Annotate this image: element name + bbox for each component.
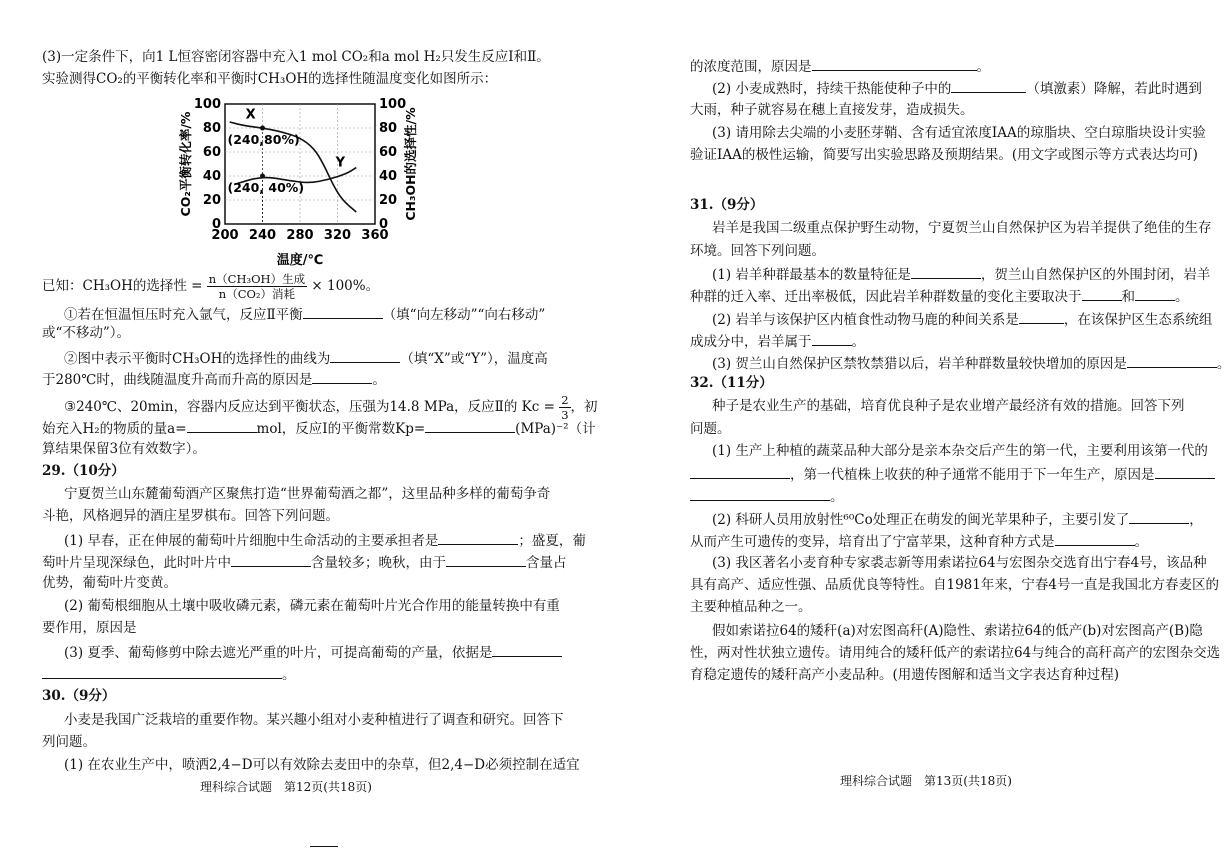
right-page (600, 0, 1230, 849)
sub-q1-line1 (64, 304, 545, 324)
y-tick-label-left: 100 (193, 97, 221, 112)
answer-blank[interactable] (330, 348, 400, 363)
text: 始充入H₂的物质的量a= (42, 421, 187, 437)
q32-sub1-line1: (1) 生产上种植的蔬菜品种大部分是亲本杂交后产生的第一代，主要利用该第一代的 (712, 443, 1208, 459)
formula-line (42, 272, 379, 301)
answer-blank[interactable] (911, 264, 981, 279)
text: mol，反应Ⅰ的平衡常数Kp= (256, 421, 426, 437)
text: 种群的迁入率、迁出率极低，因此岩羊种群数量的变化主要取决于 (690, 289, 1082, 305)
q30-cont-line (690, 56, 990, 76)
formula-prefix: 已知：CH₃OH的选择性 = (42, 278, 203, 294)
text: 。 (372, 372, 386, 388)
sub-q3-line3: 算结果保留3位有效数字）。 (42, 441, 206, 457)
y-tick-label-left: 40 (202, 169, 221, 184)
text: ③240℃、20min，容器内反应达到平衡状态，压强为14.8 MPa，反应Ⅱ的 (64, 399, 518, 415)
q30-sub3-line2: 验证IAA的极性运输，简要写出实验思路及预期结果。(用文字或图示等方式表达均可) (690, 147, 1198, 163)
y-tick-label-left: 0 (211, 217, 221, 232)
point-annotation: (240,80%) (227, 132, 300, 147)
q29-text1: 宁夏贺兰山东麓葡萄酒产区聚焦打造“世界葡萄酒之都”，这里品种多样的葡萄争奇 (64, 486, 551, 502)
q32-sub2-line1 (712, 509, 1203, 529)
q30-sub3-line1: (3) 请用除去尖端的小麦胚芽鞘、含有适宜浓度IAA的琼脂块、空白琼脂块设计实验 (712, 125, 1206, 141)
text: (3) 夏季、葡萄修剪中除去遮光严重的叶片，可提高葡萄的产量，依据是 (64, 645, 493, 661)
q29-sub1-line2 (42, 552, 567, 572)
text: 萄叶片呈现深绿色，此时叶片中 (42, 555, 231, 571)
y-tick-label-right: 20 (379, 193, 398, 208)
text: ，贺兰山自然保护区的外围封闭，岩羊 (980, 267, 1211, 283)
text: 。 (1134, 534, 1148, 550)
q32-sub3-line2: 具有高产、适应性强、品质优良等特性。自1981年来，宁春4号一直是我国北方春麦区的 (690, 577, 1219, 593)
y-axis-left-label: CO₂平衡转化率/% (178, 111, 193, 217)
answer-blank[interactable] (312, 369, 372, 384)
y-tick-label-right: 0 (379, 217, 389, 232)
x-tick-label: 280 (286, 228, 314, 243)
q32-sub2-line2 (690, 531, 1148, 551)
y-tick-label-right: 80 (379, 121, 398, 136)
answer-blank[interactable] (1082, 286, 1122, 301)
answer-blank[interactable] (492, 642, 562, 657)
point-annotation: (240, 40%) (227, 180, 305, 195)
q29-sub1-line3: 优势，葡萄叶片变黄。 (42, 575, 177, 591)
page-footer-left: 理科综合试题 第12页(共18页) (200, 780, 372, 794)
text: （填激素）降解，若此时遇到 (1026, 81, 1202, 97)
x-tick-label: 240 (248, 228, 277, 243)
q30-sub2-line2: 大雨，种子就容易在穗上直接发芽，造成损失。 (690, 102, 974, 118)
answer-blank[interactable] (1129, 509, 1189, 524)
fraction-denominator: n（CO₂）消耗 (218, 287, 296, 301)
q31-sub2-line1 (712, 309, 1212, 329)
q3-intro-line1: (3)一定条件下，向1 L恒容密闭容器中充入1 mol CO₂和a mol H₂只发生反应Ⅰ和Ⅱ。 (42, 49, 550, 65)
fraction-numerator: n（CH₃OH）生成 (208, 272, 306, 286)
answer-blank[interactable] (951, 78, 1026, 93)
q32-sub4-line1: 假如索诺拉64的矮秆(a)对宏图高秆(A)隐性、索诺拉64的低产(b)对宏图高产(B)隐 (712, 623, 1203, 639)
kc-numerator: 2 (561, 393, 569, 407)
text: 。 (1175, 289, 1189, 305)
q31-sub1-line2 (690, 286, 1189, 306)
q29-sub1-line1 (64, 530, 586, 550)
q30-text1: 小麦是我国广泛栽培的重要作物。某兴趣小组对小麦种植进行了调查和研究。回答下 (64, 712, 564, 728)
left-page (0, 0, 600, 849)
text: ， (1189, 512, 1203, 528)
answer-blank[interactable] (812, 56, 977, 71)
answer-blank[interactable] (446, 552, 526, 567)
q32-sub4-line3: 育稳定遗传的矮秆高产小麦品种。(用遗传图解和适当文字表达育种过程) (690, 667, 1120, 683)
text: ①若在恒温恒压时充入氩气，反应Ⅱ平衡 (64, 307, 303, 323)
q30-text2: 列问题。 (42, 734, 96, 750)
q32-sub3-line1: (3) 我区著名小麦育种专家裘志新等用索诺拉64与宏图杂交选育出宁春4号，该品种 (712, 555, 1207, 571)
answer-blank[interactable] (231, 552, 311, 567)
text: 含量较多；晚秋，由于 (311, 555, 446, 571)
sub-q3-line2 (42, 418, 596, 438)
text: ，在该保护区生态系统组 (1063, 312, 1213, 328)
x-tick-label: 200 (211, 228, 239, 243)
q31-text2: 环境。回答下列问题。 (690, 243, 825, 259)
q32-sub1-line2 (690, 464, 1215, 484)
text: (1) 早春，正在伸展的葡萄叶片细胞中生命活动的主要承担者是 (64, 533, 439, 549)
answer-blank[interactable] (425, 418, 515, 433)
page-footer-right: 理科综合试题 第13页(共18页) (840, 774, 1012, 788)
q29-sub3-line2 (42, 664, 296, 684)
q32-sub3-line3: 主要种植品种之一。 (690, 599, 812, 615)
text: 。 (1216, 356, 1230, 372)
curve-label-x: X (245, 107, 256, 123)
q29-text2: 斗艳，风格迥异的酒庄星罗棋布。回答下列问题。 (42, 508, 339, 524)
text: (MPa)⁻²（计 (515, 421, 596, 437)
text: 从而产生可遗传的变异，培育出了宁富苹果，这种育种方式是 (690, 534, 1055, 550)
x-axis-label: 温度/℃ (276, 253, 324, 268)
text: 。 (851, 334, 865, 350)
y-tick-label-left: 20 (202, 193, 221, 208)
q29-sub2-line1: (2) 葡萄根细胞从土壤中吸收磷元素，磷元素在葡萄叶片光合作用的能量转换中有重 (64, 598, 560, 614)
answer-blank[interactable] (1019, 309, 1064, 324)
answer-blank[interactable] (187, 418, 257, 433)
q30-heading: 30.（9分） (42, 688, 116, 704)
answer-blank[interactable] (812, 331, 852, 346)
answer-blank[interactable] (1155, 464, 1215, 479)
kc-symbol: Kc = (521, 399, 555, 415)
sub-q2-line1 (64, 348, 548, 368)
answer-blank[interactable] (1055, 531, 1135, 546)
answer-blank[interactable] (1127, 353, 1217, 368)
q31-sub3 (712, 353, 1230, 373)
x-tick-label: 320 (323, 228, 352, 243)
text: (1) 岩羊种群最基本的数量特征是 (712, 267, 911, 283)
y-tick-label-right: 100 (379, 97, 407, 112)
y-tick-label-left: 80 (202, 121, 221, 136)
x-tick-label: 360 (361, 228, 389, 243)
y-tick-label-right: 60 (379, 145, 398, 160)
q32-text1: 种子是农业生产的基础，培育优良种子是农业增产最经济有效的措施。回答下列 (712, 398, 1185, 414)
text: ，初 (570, 399, 598, 415)
text: 。 (830, 489, 844, 505)
answer-blank[interactable] (438, 530, 518, 545)
text: 。 (282, 667, 296, 683)
q29-sub2-line2: 要作用，原因是 (42, 620, 137, 636)
kc-denominator: 3 (561, 408, 569, 422)
text: ，第一代植株上收获的种子通常不能用于下一年生产，原因是 (790, 467, 1155, 483)
text: （填“向左移动”“向右移动” (382, 307, 546, 323)
q31-sub2-line2 (690, 331, 865, 351)
answer-blank[interactable] (1135, 286, 1175, 301)
text: 和 (1121, 289, 1135, 305)
q31-heading: 31.（9分） (690, 197, 764, 213)
curve-label-y: Y (335, 155, 346, 171)
scan-mark (310, 846, 338, 847)
q32-heading: 32.（11分） (690, 375, 773, 391)
equilibrium-chart (170, 92, 420, 272)
text: ；盛夏，葡 (518, 533, 586, 549)
text: 的浓度范围，原因是 (690, 59, 812, 75)
sub-q1-line2: 或“不移动”）。 (42, 325, 131, 341)
q31-text1: 岩羊是我国二级重点保护野生动物，宁夏贺兰山自然保护区为岩羊提供了绝佳的生存 (712, 220, 1212, 236)
text: 于280℃时，曲线随温度升高而升高的原因是 (42, 372, 313, 388)
formula-suffix: × 100%。 (311, 278, 380, 294)
text: (2) 科研人员用放射性⁶⁰Co处理正在萌发的闽光苹果种子，主要引发了 (712, 512, 1130, 528)
text: (2) 小麦成熟时，持续干热能使种子中的 (712, 81, 952, 97)
text: 成成分中，岩羊属于 (690, 334, 812, 350)
q3-intro-line2: 实验测得CO₂的平衡转化率和平衡时CH₃OH的选择性随温度变化如图所示： (42, 71, 498, 87)
answer-blank[interactable] (42, 664, 282, 679)
q30-sub2-line1 (712, 78, 1202, 98)
text: (2) 岩羊与该保护区内植食性动物马鹿的种间关系是 (712, 312, 1019, 328)
text: 。 (976, 59, 990, 75)
q32-sub1-line3 (690, 486, 844, 506)
text: ②图中表示平衡时CH₃OH的选择性的曲线为 (64, 351, 331, 367)
q32-text2: 问题。 (690, 421, 731, 437)
text: 含量占 (526, 555, 567, 571)
y-axis-right-label: CH₃OH的选择性/% (403, 107, 418, 221)
q29-heading: 29.（10分） (42, 463, 125, 479)
y-tick-label-right: 40 (379, 169, 398, 184)
answer-blank[interactable] (303, 304, 383, 319)
answer-blank[interactable] (690, 464, 790, 479)
text: （填“X”或“Y”），温度高 (400, 351, 548, 367)
q32-sub4-line2: 性，两对性状独立遗传。请用纯合的矮秆低产的索诺拉64与纯合的高秆高产的宏图杂交选 (690, 645, 1221, 661)
q31-sub1-line1 (712, 264, 1210, 284)
sub-q2-line2 (42, 369, 386, 389)
q29-sub3-line1 (64, 642, 562, 662)
text: (3) 贺兰山自然保护区禁牧禁猎以后，岩羊种群数量较快增加的原因是 (712, 356, 1127, 372)
y-tick-label-left: 60 (202, 145, 221, 160)
answer-blank[interactable] (690, 486, 830, 501)
q30-sub1: (1) 在农业生产中，喷洒2,4−D可以有效除去麦田中的杂草，但2,4−D必须控制在适宜 (64, 757, 580, 773)
selectivity-fraction (207, 272, 307, 301)
